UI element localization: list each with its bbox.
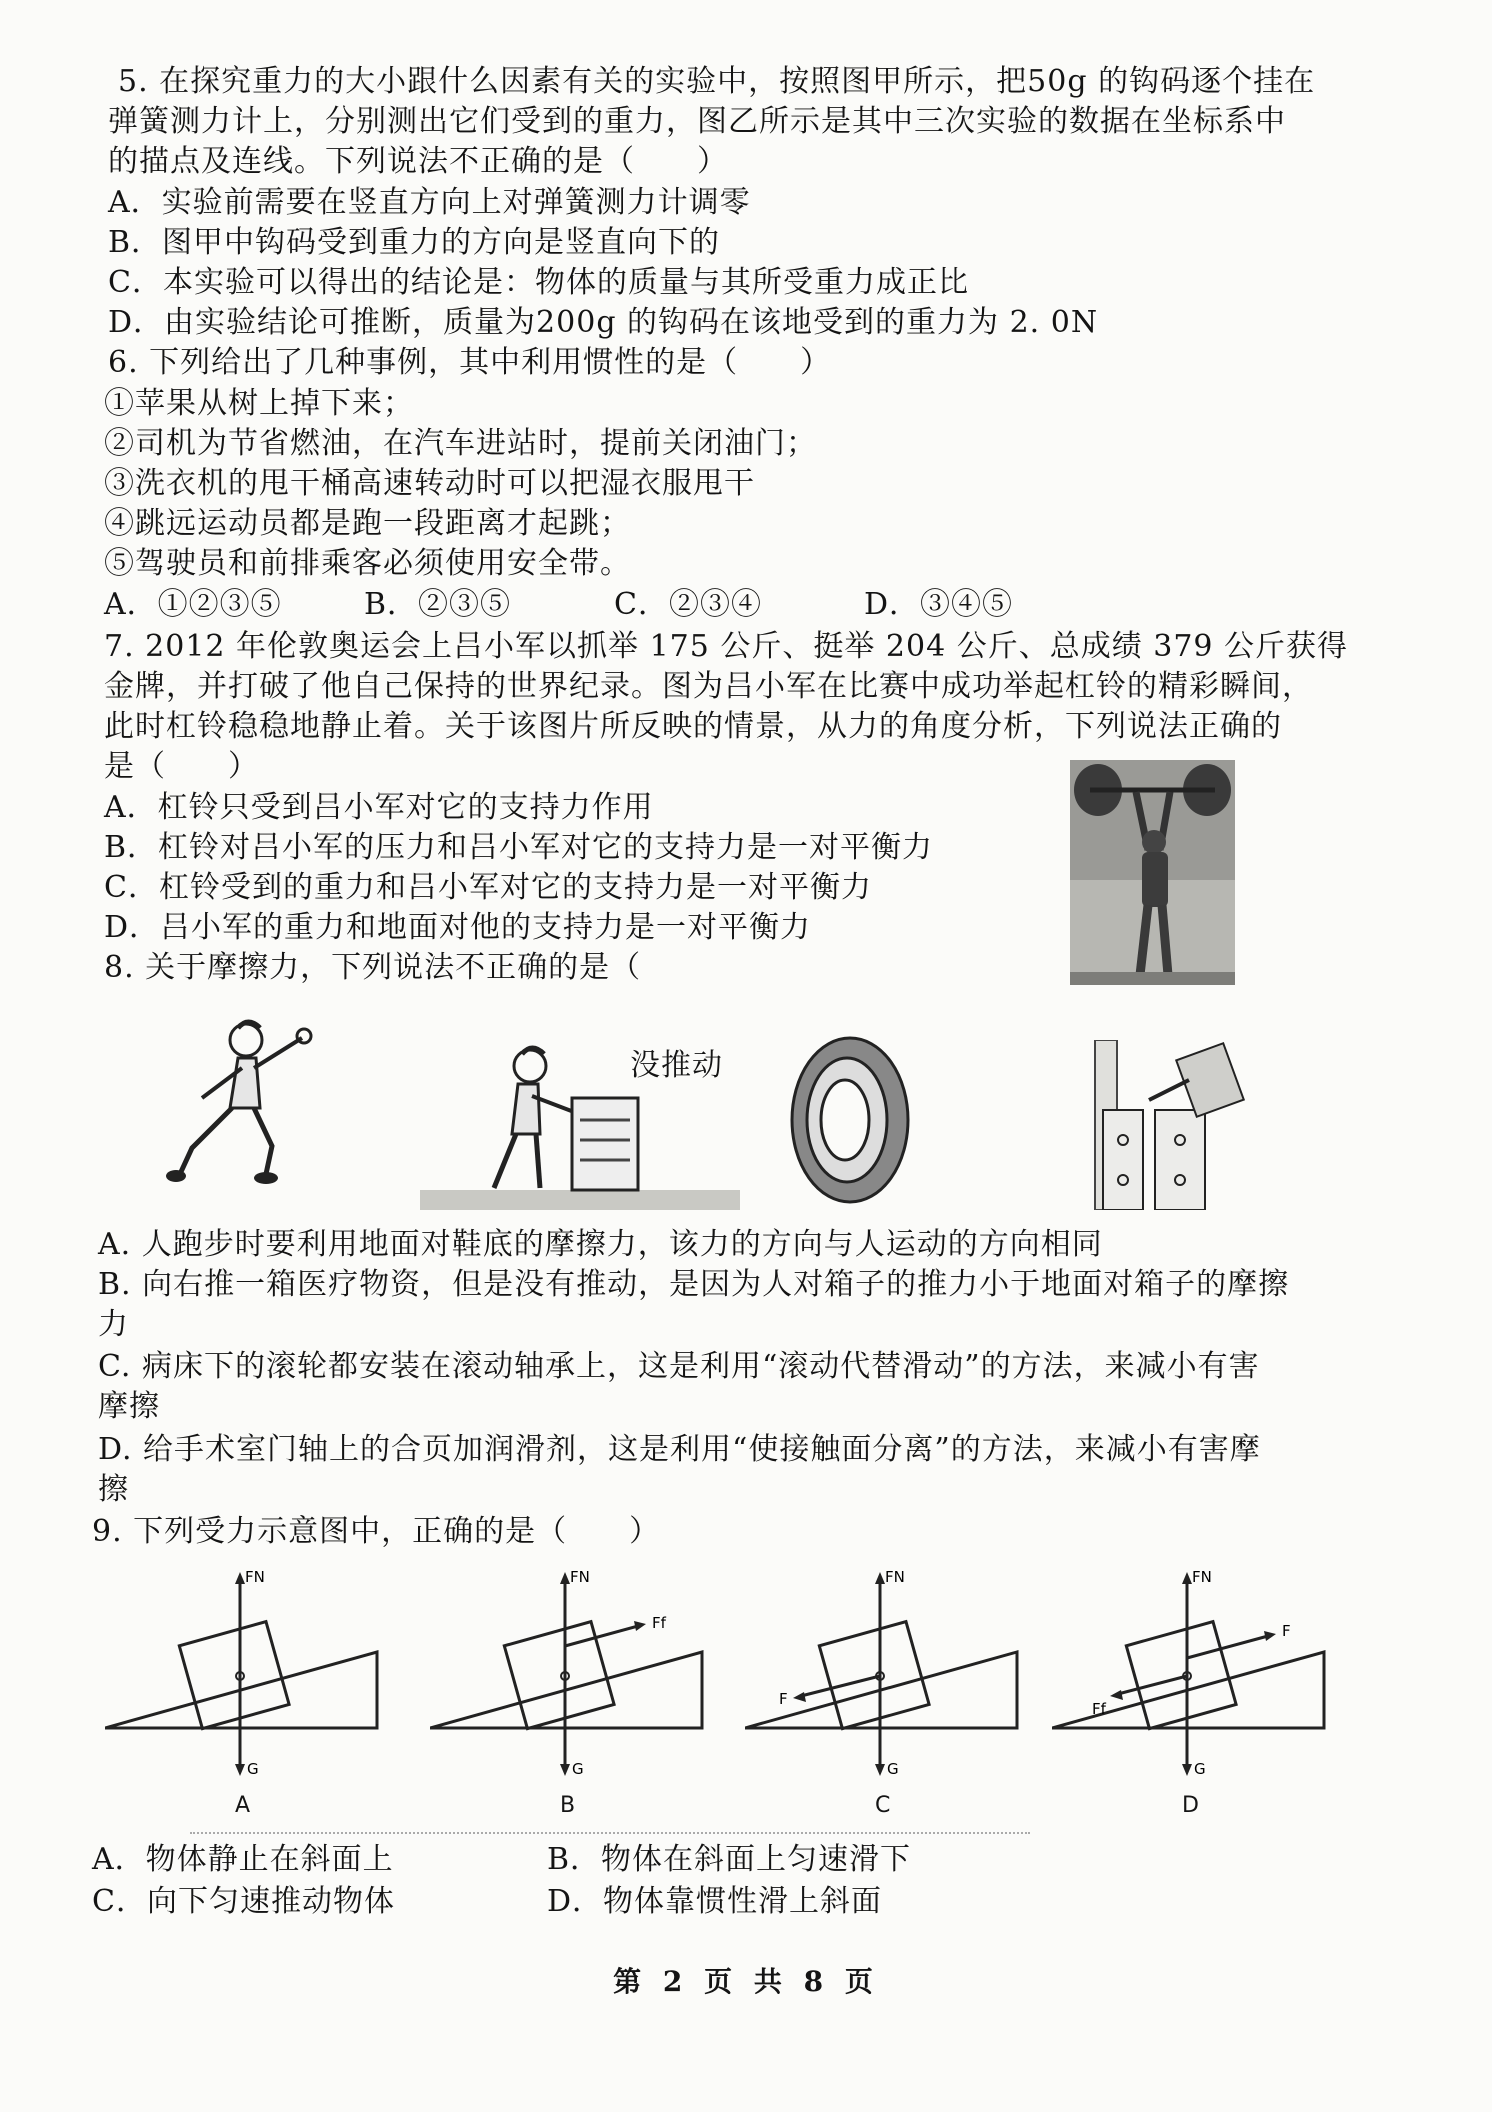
fn-label-c: FN [885, 1568, 905, 1586]
door-hinge-figure [1085, 1040, 1245, 1210]
q5-option-d: D．由实验结论可推断，质量为200g 的钩码在该地受到的重力为 2. 0N [108, 305, 1099, 340]
q7-option-c: C．杠铃受到的重力和吕小军对它的支持力是一对平衡力 [104, 870, 872, 905]
q6-option-b: B．②③⑤ [364, 587, 512, 622]
q6-option-a: A．①②③⑤ [104, 587, 282, 622]
q9-stem: 9. 下列受力示意图中，正确的是（ ） [92, 1514, 661, 1549]
q6-item-1: ①苹果从树上掉下来； [104, 386, 414, 421]
q7-option-d: D．吕小军的重力和地面对他的支持力是一对平衡力 [104, 910, 812, 945]
q7-stem-line-4: 是（ ） [104, 749, 259, 784]
f-label-c: F [779, 1690, 788, 1708]
q8-option-c: C. 病床下的滚轮都安装在滚动轴承上，这是利用“滚动代替滑动”的方法，来减小有害 [98, 1349, 1260, 1384]
q8-figure-label: 没推动 [630, 1048, 723, 1083]
q5-stem-line-3: 的描点及连线。下列说法不正确的是（ ） [108, 144, 728, 179]
g-label-d: G [1194, 1760, 1206, 1778]
force-diagram-d [1052, 1568, 1342, 1818]
q7-stem-line-1: 7. 2012 年伦敦奥运会上吕小军以抓举 175 公斤、挺举 204 公斤、总成绩 379 公斤获得 [104, 629, 1349, 664]
q9-option-d: D．物体靠惯性滑上斜面 [547, 1884, 883, 1919]
q5-option-a: A．实验前需要在竖直方向上对弹簧测力计调零 [108, 185, 751, 220]
dotted-divider [190, 1832, 1030, 1834]
fn-label-a: FN [245, 1568, 265, 1586]
bearing-figure [785, 1030, 915, 1210]
force-diagram-c [745, 1568, 1035, 1818]
g-label-a: G [247, 1760, 259, 1778]
q9-option-a: A．物体静止在斜面上 [92, 1842, 394, 1877]
q6-item-5: ⑤驾驶员和前排乘客必须使用安全带。 [104, 546, 631, 581]
q8-stem: 8. 关于摩擦力，下列说法不正确的是（ [104, 950, 642, 985]
weightlifter-photo [1070, 760, 1235, 985]
q7-stem-line-2: 金牌，并打破了他自己保持的世界纪录。图为吕小军在比赛中成功举起杠铃的精彩瞬间， [104, 669, 1313, 704]
force-diagram-a [105, 1568, 395, 1818]
q6-options [104, 585, 1304, 625]
runner-figure [158, 1010, 338, 1190]
q8-option-c-cont: 摩擦 [98, 1389, 160, 1424]
q9-options-row-2 [92, 1882, 1292, 1922]
q8-option-a: A. 人跑步时要利用地面对鞋底的摩擦力，该力的方向与人运动的方向相同 [98, 1227, 1103, 1262]
q6-item-2: ②司机为节省燃油，在汽车进站时，提前关闭油门； [104, 426, 817, 461]
fn-label-d: FN [1192, 1568, 1212, 1586]
g-label-c: G [887, 1760, 899, 1778]
page-footer: 第 2 页 共 8 页 [613, 1965, 879, 1998]
diagram-caption-b: B [560, 1793, 577, 1818]
g-label-b: G [572, 1760, 584, 1778]
q7-option-a: A．杠铃只受到吕小军对它的支持力作用 [104, 790, 654, 825]
diagram-caption-a: A [235, 1793, 252, 1818]
q5-option-b: B．图甲中钩码受到重力的方向是竖直向下的 [108, 225, 721, 260]
diagram-caption-c: C [875, 1793, 892, 1818]
q7-stem-line-3: 此时杠铃稳稳地静止着。关于该图片所反映的情景，从力的角度分析，下列说法正确的 [104, 709, 1282, 744]
q5-option-c: C．本实验可以得出的结论是：物体的质量与其所受重力成正比 [108, 265, 969, 300]
ff-label-d: Ff [1092, 1700, 1106, 1718]
f-label-d: F [1282, 1622, 1291, 1640]
q7-option-b: B．杠铃对吕小军的压力和吕小军对它的支持力是一对平衡力 [104, 830, 934, 865]
q8-option-b-cont: 力 [98, 1307, 129, 1342]
q5-stem-line-2: 弹簧测力计上，分别测出它们受到的重力，图乙所示是其中三次实验的数据在坐标系中 [108, 104, 1286, 139]
q6-stem: 6. 下列给出了几种事例，其中利用惯性的是（ ） [108, 345, 832, 380]
q5-stem-line-1: 5. 在探究重力的大小跟什么因素有关的实验中，按照图甲所示，把50g 的钩码逐个挂在 [118, 64, 1316, 99]
q6-option-d: D．③④⑤ [864, 587, 1014, 622]
q9-option-c: C．向下匀速推动物体 [92, 1884, 395, 1919]
q9-option-b: B．物体在斜面上匀速滑下 [547, 1842, 912, 1877]
force-diagram-b [430, 1568, 720, 1818]
q6-item-3: ③洗衣机的甩干桶高速转动时可以把湿衣服甩干 [104, 466, 755, 501]
q6-option-c: C．②③④ [614, 587, 762, 622]
diagram-caption-d: D [1182, 1793, 1200, 1818]
q8-option-d: D. 给手术室门轴上的合页加润滑剂，这是利用“使接触面分离”的方法，来减小有害摩 [98, 1432, 1261, 1467]
fn-label-b: FN [570, 1568, 590, 1586]
ff-label-b: Ff [652, 1614, 666, 1632]
q8-option-b: B. 向右推一箱医疗物资，但是没有推动，是因为人对箱子的推力小于地面对箱子的摩擦 [98, 1267, 1290, 1302]
q9-options-row-1 [92, 1840, 1292, 1880]
q6-item-4: ④跳远运动员都是跑一段距离才起跳； [104, 506, 631, 541]
q8-option-d-cont: 擦 [98, 1472, 129, 1507]
